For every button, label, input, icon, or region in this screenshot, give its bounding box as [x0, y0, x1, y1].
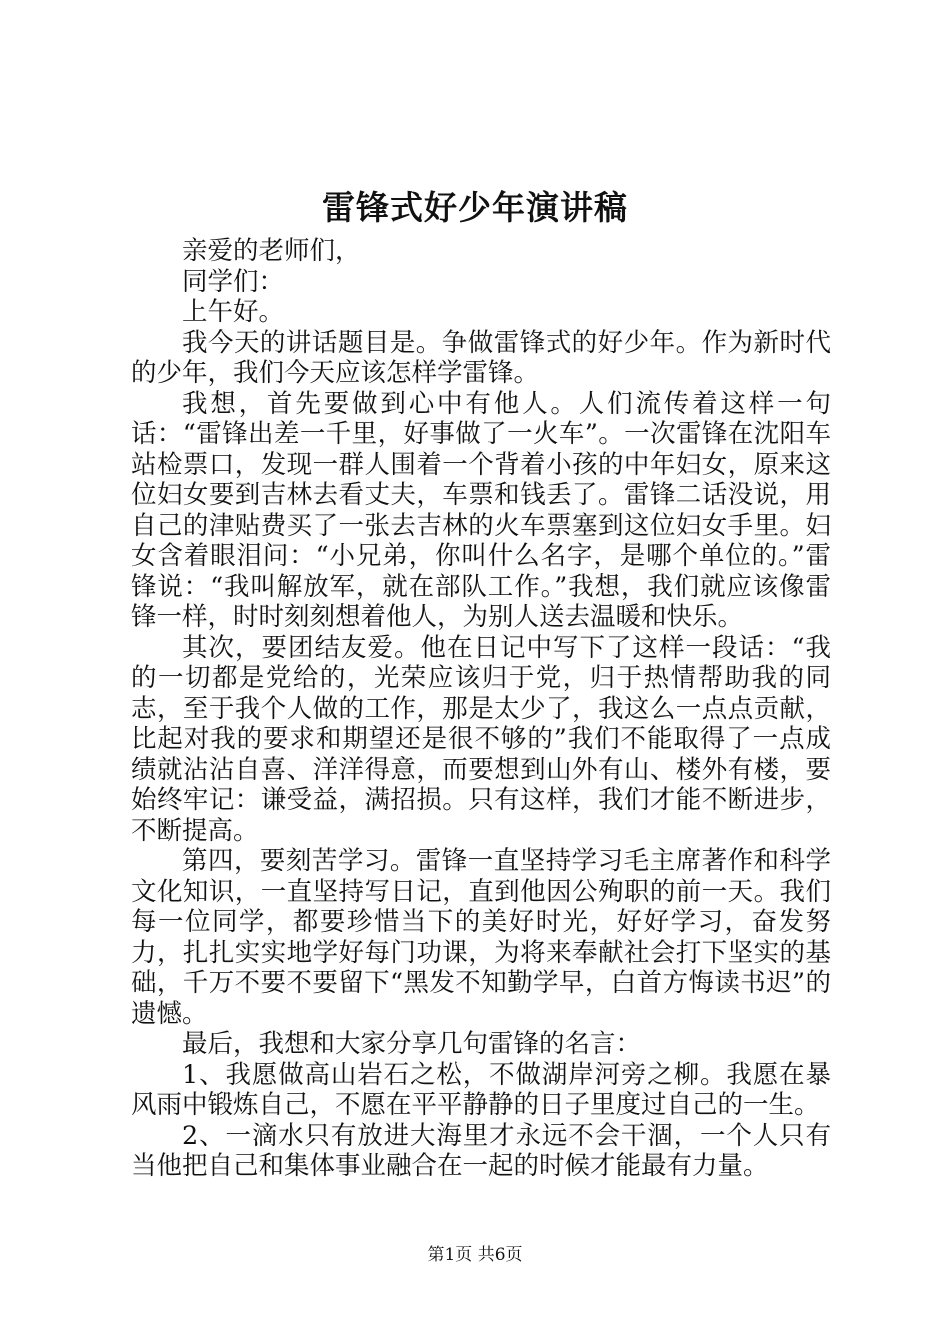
- paragraph-topic: 我今天的讲话题目是。争做雷锋式的好少年。作为新时代的少年，我们今天应该怎样学雷锋。: [131, 327, 831, 388]
- document-body: [131, 236, 831, 1182]
- paragraph-quotes-intro: 最后，我想和大家分享几句雷锋的名言：: [182, 1029, 642, 1059]
- paragraph-unity: 其次，要团结友爱。他在日记中写下了这样一段话：“我的一切都是党给的，光荣应该归于党，归于热情帮助我的同志，至于我个人做的工作，那是太少了，我这么一点点贡献，比起对我的要求和期望还是很不够的”我们不能取得了一点成绩就沾沾自喜、洋洋得意，而要想到山外有山、楼外有楼，要始终牢记：谦受益，满招损。只有这样，我们才能不断进步，不断提高。: [131, 632, 831, 846]
- document-title: 雷锋式好少年演讲稿: [322, 188, 628, 227]
- page-footer: 第1页 共6页: [427, 1245, 523, 1265]
- paragraph-greeting: 上午好。: [182, 297, 285, 327]
- paragraph-salutation-students: 同学们：: [182, 266, 285, 297]
- paragraph-quote-1: 1、我愿做高山岩石之松，不做湖岸河旁之柳。我愿在暴风雨中锻炼自己，不愿在平平静静的日子里度过自己的一生。: [131, 1059, 831, 1120]
- paragraph-quote-2: 2、一滴水只有放进大海里才永远不会干涸，一个人只有当他把自己和集体事业融合在一起的时候才能最有力量。: [131, 1120, 831, 1181]
- paragraph-salutation-teachers: 亲爱的老师们，: [182, 236, 361, 266]
- paragraph-care-for-others: 我想，首先要做到心中有他人。人们流传着这样一句话：“雷锋出差一千里，好事做了一火车”。一次雷锋在沈阳车站检票口，发现一群人围着一个背着小孩的中年妇女，原来这位妇女要到吉林去看丈夫，车票和钱丢了。雷锋二话没说，用自己的津贴费买了一张去吉林的火车票塞到这位妇女手里。妇女含着眼泪问：“小兄弟，你叫什么名字，是哪个单位的。”雷锋说：“我叫解放军，就在部队工作。”我想，我们就应该像雷锋一样，时时刻刻想着他人，为别人送去温暖和快乐。: [131, 388, 831, 632]
- paragraph-study: 第四，要刻苦学习。雷锋一直坚持学习毛主席著作和科学文化知识，一直坚持写日记，直到他因公殉职的前一天。我们每一位同学，都要珍惜当下的美好时光，好好学习，奋发努力，扎扎实实地学好每门功课，为将来奉献社会打下坚实的基础，千万不要不要留下“黑发不知勤学早，白首方悔读书迟”的遗憾。: [131, 846, 831, 1029]
